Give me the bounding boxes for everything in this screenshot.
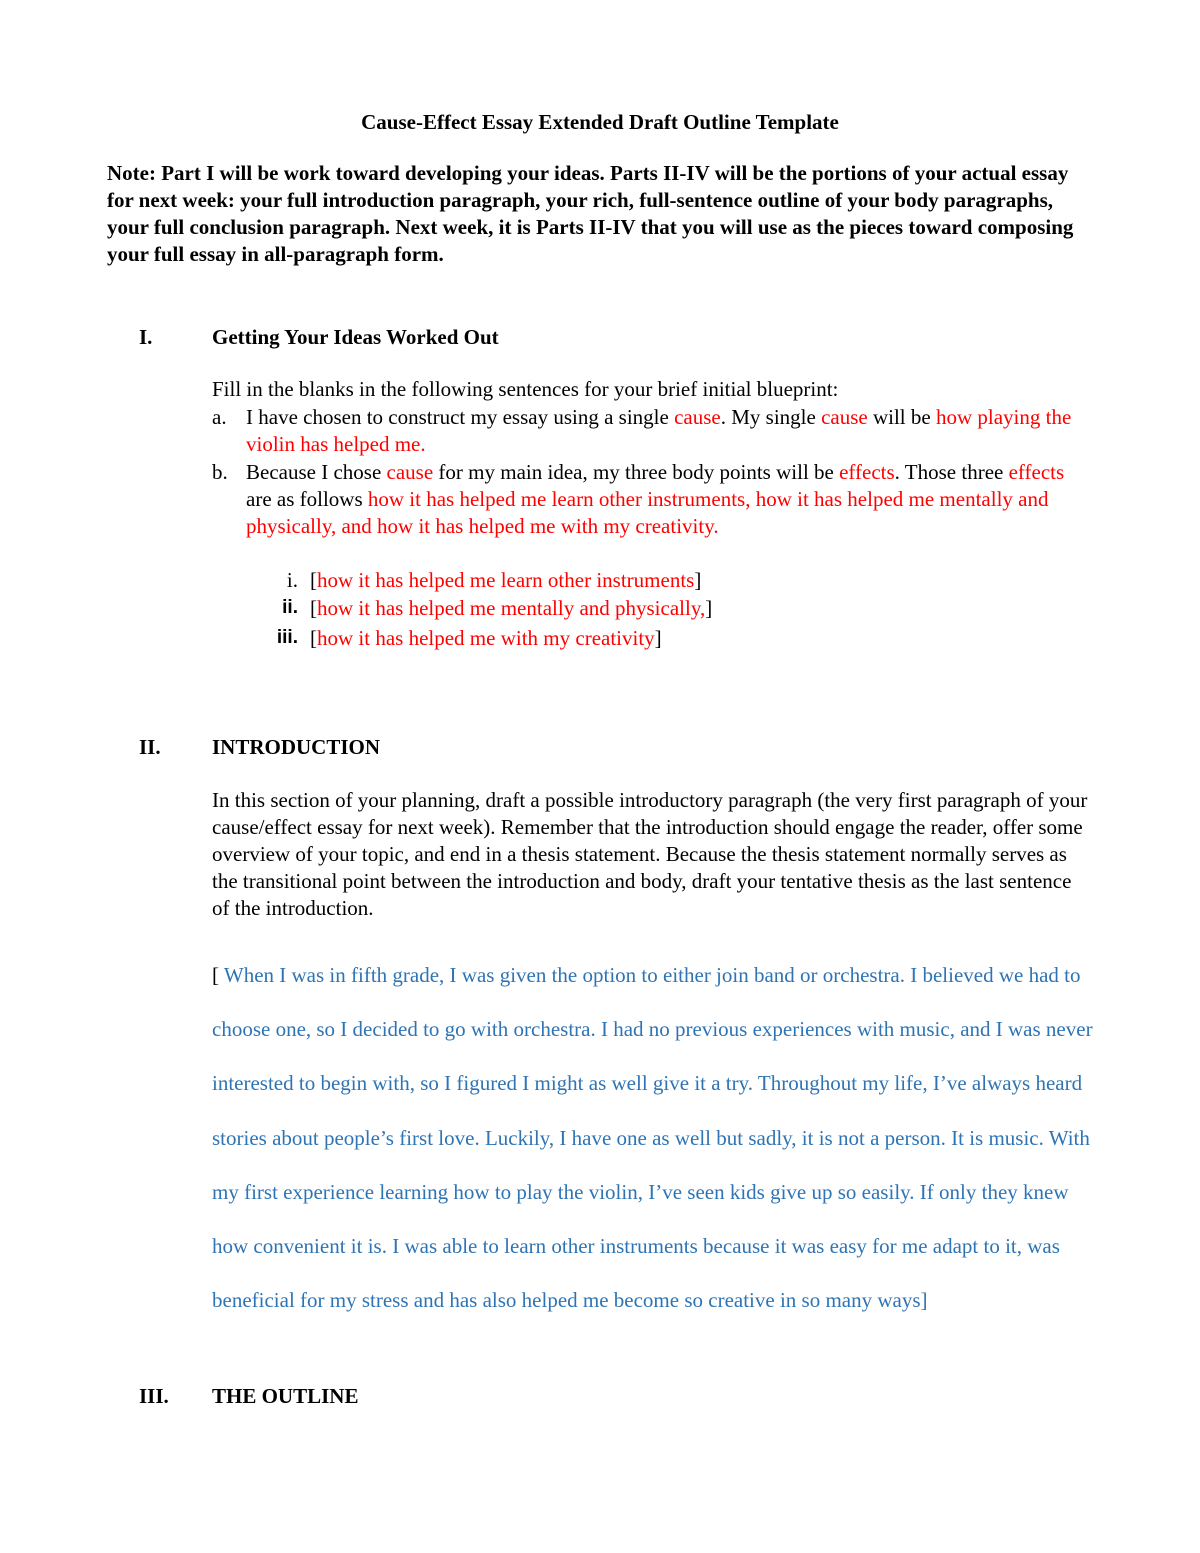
- section-1-number: I.: [139, 325, 153, 349]
- student-introduction-text: When I was in fifth grade, I was given the option to either join band or orchestra. I believed we had to choose one, so I decided to go with orchestra. I had no previous experiences with music, and I was never interested to begin with, so I figured I might as well give it a try. Throughout my life, I’ve always heard stories about people’s first love. Luckily, I have one as well but sadly, it is not a person. It is music. With my first experience learning how to play the violin, I’ve seen kids give up so easily. If only they knew how convenient it is. I was able to learn other instruments because it was easy for me adapt to it, was beneficial for my stress and has also helped me become so creative in so many ways]: [212, 963, 1093, 1313]
- bracket-open: [: [212, 963, 219, 987]
- item-a-text-part: will be: [867, 405, 936, 429]
- bracket-close: ]: [694, 568, 702, 592]
- item-a-fill-cause: cause: [674, 405, 721, 429]
- section-2-number: II.: [139, 735, 161, 759]
- section-2-instructions: In this section of your planning, draft a possible introductory paragraph (the very first paragraph of your cause/effect essay for next week). Remember that the introduction should engage the reader, offer some overview of your topic, and end in a thesis statement. Because the thesis statement normally serves as the transitional point between the introduction and body, draft your tentative thesis as the last sentence of the introduction.: [212, 788, 1088, 920]
- item-a-text-part: . My single: [720, 405, 822, 429]
- item-b-text-part: for my main idea, my three body points will be: [433, 460, 840, 484]
- section-3-number: III.: [139, 1384, 169, 1408]
- body-point-2-number: ii.: [282, 597, 298, 618]
- item-a-fill-cause: cause: [821, 405, 868, 429]
- item-a-text: [246, 404, 1082, 458]
- body-point-3-number: iii.: [276, 627, 298, 648]
- item-a-fill-answer: how playing the violin has helped me.: [246, 405, 1072, 456]
- item-b-fill-cause: cause: [386, 460, 434, 484]
- bracket-close: ]: [654, 626, 662, 650]
- item-b-text: [246, 459, 1082, 540]
- item-b-fill-answer: how it has helped me learn other instruments, how it has helped me mentally and physically, and how it has helped me with my creativity.: [246, 487, 1049, 538]
- section-1-instructions: Fill in the blanks in the following sentences for your brief initial blueprint:: [212, 377, 839, 401]
- item-b-marker: b.: [212, 460, 228, 484]
- list-item-b: [212, 459, 1082, 541]
- bracket-open: [: [310, 568, 317, 592]
- section-3-title: THE OUTLINE: [212, 1384, 359, 1408]
- item-a-marker: a.: [212, 405, 227, 429]
- item-b-text-part: are as follows: [246, 487, 368, 511]
- item-b-fill-effects: effects: [839, 460, 895, 484]
- section-1-title: Getting Your Ideas Worked Out: [212, 325, 499, 349]
- body-point-1-text: how it has helped me learn other instruments: [317, 568, 695, 592]
- bracket-close: ]: [705, 596, 713, 620]
- body-point-1-number: i.: [286, 568, 298, 592]
- student-introduction: [212, 948, 1102, 1327]
- bracket-open: [: [310, 626, 317, 650]
- body-point-3-text: how it has helped me with my creativity: [317, 626, 655, 650]
- body-point-2-text: how it has helped me mentally and physically,: [317, 596, 706, 620]
- list-item-a: [212, 404, 1082, 458]
- item-a-text-part: I have chosen to construct my essay using a single: [246, 405, 675, 429]
- document-title: Cause-Effect Essay Extended Draft Outline Template: [361, 110, 839, 134]
- bracket-open: [: [310, 596, 317, 620]
- instructions-note: Note: Part I will be work toward developing your ideas. Parts II-IV will be the portions of your actual essay for next week: your full introduction paragraph, your rich, full-sentence outline of your body paragraphs, your full conclusion paragraph. Next week, it is Parts II-IV that you will use as the pieces toward composing your full essay in all-paragraph form.: [107, 161, 1074, 266]
- item-b-fill-effects: effects: [1008, 460, 1065, 484]
- item-b-text-part: Because I chose: [246, 460, 387, 484]
- section-2-title: INTRODUCTION: [212, 735, 381, 759]
- item-b-text-part: . Those three: [894, 460, 1009, 484]
